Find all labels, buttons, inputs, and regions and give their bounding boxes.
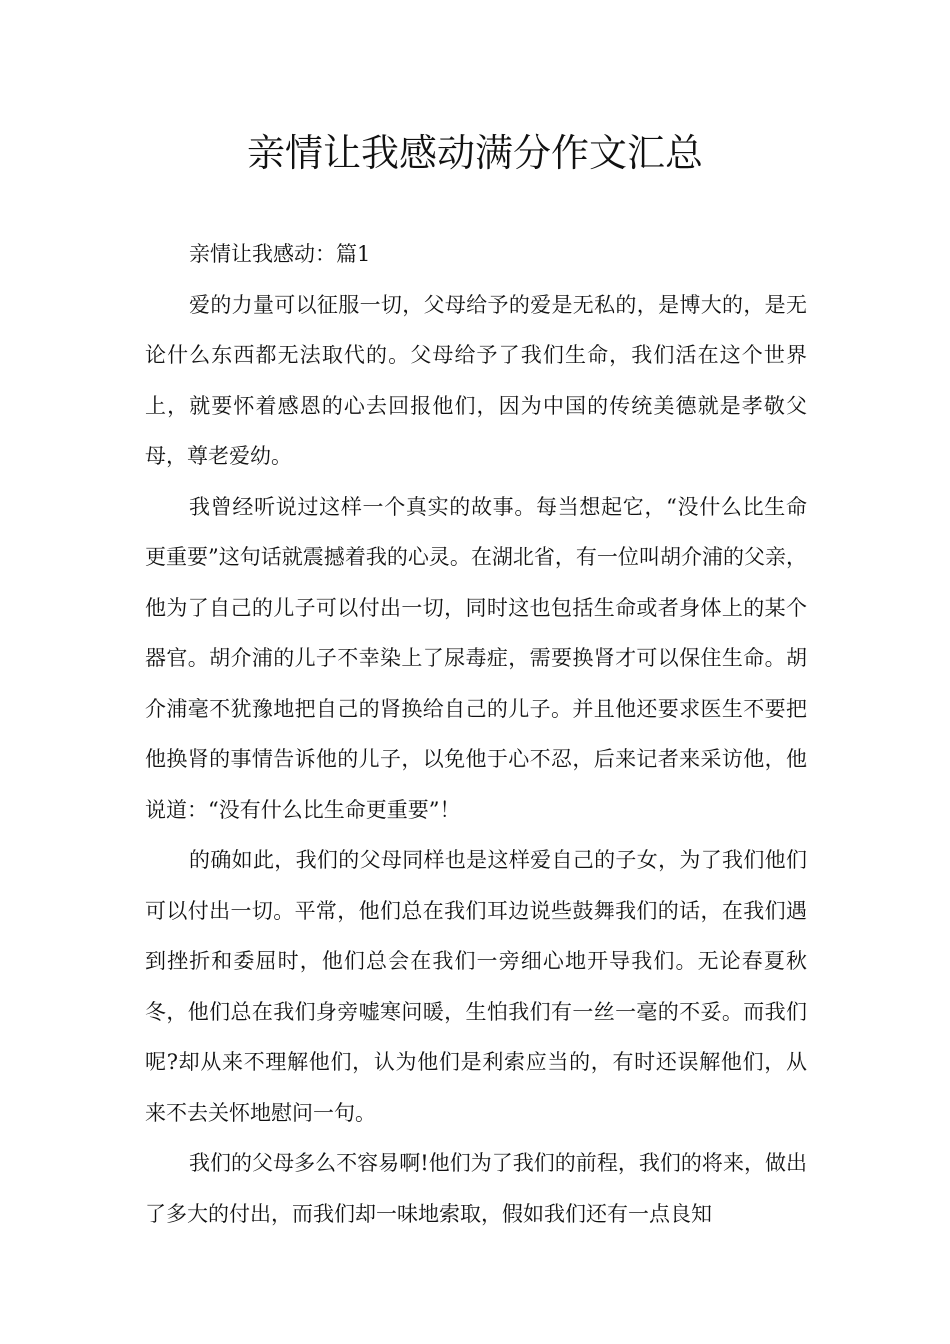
document-body xyxy=(145,229,807,1239)
paragraph: 爱的力量可以征服一切，父母给予的爱是无私的，是博大的，是无论什么东西都无法取代的。父母给予了我们生命，我们活在这个世界上，就要怀着感恩的心去回报他们，因为中国的传统美德就是孝敬父母，尊老爱幼。 xyxy=(145,292,807,468)
paragraph: 我曾经听说过这样一个真实的故事。每当想起它，“没什么比生命更重要”这句话就震撼着我的心灵。在湖北省，有一位叫胡介浦的父亲，他为了自己的儿子可以付出一切，同时这也包括生命或者身体上的某个器官。胡介浦的儿子不幸染上了尿毒症，需要换肾才可以保住生命。胡介浦毫不犹豫地把自己的肾换给自己的儿子。并且他还要求医生不要把他换肾的事情告诉他的儿子，以免他于心不忍，后来记者来采访他，他说道：“没有什么比生命更重要”！ xyxy=(145,494,807,822)
section-heading: 亲情让我感动：篇1 xyxy=(189,242,371,266)
document-title: 亲情让我感动满分作文汇总 xyxy=(246,131,703,175)
paragraph: 的确如此，我们的父母同样也是这样爱自己的子女，为了我们他们可以付出一切。平常，他们总在我们耳边说些鼓舞我们的话，在我们遇到挫折和委屈时，他们总会在我们一旁细心地开导我们。无论春夏秋冬，他们总在我们身旁嘘寒问暖，生怕我们有一丝一毫的不妥。而我们呢?却从来不理解他们，认为他们是利索应当的，有时还误解他们，从来不去关怀地慰问一句。 xyxy=(145,848,807,1125)
paragraph: 我们的父母多么不容易啊!他们为了我们的前程，我们的将来，做出了多大的付出，而我们却一味地索取，假如我们还有一点良知 xyxy=(145,1151,807,1226)
